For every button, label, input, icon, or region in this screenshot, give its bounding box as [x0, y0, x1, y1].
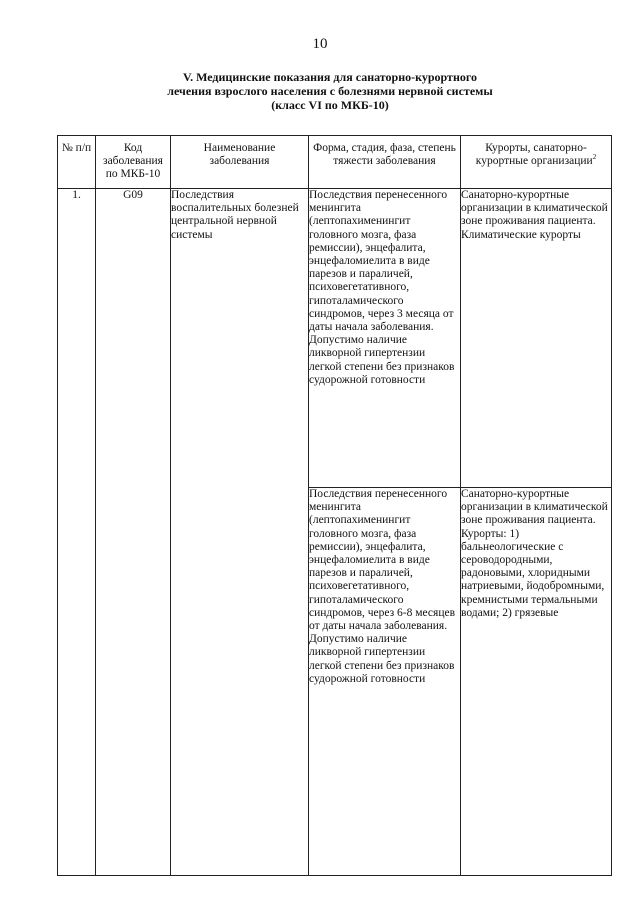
header-code: Код заболевания по МКБ-10 [96, 136, 171, 189]
header-row [58, 136, 612, 189]
resorts-b: Санаторно-курортные организации в климатической зоне проживания пациента. Курорты: 1) бальнеологические с сероводородными, радоновыми, хлоридными натриевыми, йодобромными, кремнистыми термальными водами; 2) грязевые [461, 488, 612, 876]
title-line-2: лечения взрослого населения с болезнями нервной системы [167, 84, 493, 98]
header-form: Форма, стадия, фаза, степень тяжести заболевания [309, 136, 461, 189]
header-resorts-text: Курорты, санаторно-курортные организации [475, 142, 593, 168]
form-stage-b: Последствия перенесенного менингита (лептопахименингит головного мозга, фаза ремиссии), энцефалита, энцефаломиелита в виде парезов и параличей, психовегетативного, гипоталамического синдромов, через 6-8 месяцев от даты начала заболевания. Допустимо наличие ликворной гипертензии легкой степени без признаков судорожной готовности [309, 488, 461, 876]
resorts-a: Санаторно-курортные организации в климатической зоне проживания пациента. Климатические курорты [461, 189, 612, 488]
indications-table [57, 135, 612, 876]
disease-name: Последствия воспалительных болезней центральной нервной системы [171, 189, 309, 876]
header-num: № п/п [58, 136, 96, 189]
icd-code: G09 [96, 189, 171, 876]
title-line-1: V. Медицинские показания для санаторно-курортного [182, 70, 478, 84]
page-number: 10 [312, 36, 328, 52]
title-line-3: (класс VI по МКБ-10) [271, 98, 389, 112]
header-resorts [461, 136, 612, 189]
row-number: 1. [58, 189, 96, 876]
form-stage-a: Последствия перенесенного менингита (лептопахименингит головного мозга, фаза ремиссии), энцефалита, энцефаломиелита в виде парезов и параличей, психовегетативного, гипоталамического синдромов, через 3 месяца от даты начала заболевания. Допустимо наличие ликворной гипертензии легкой степени без признаков судорожной готовности [309, 189, 461, 488]
footnote-marker: 2 [592, 153, 597, 162]
table-row [58, 189, 612, 488]
section-title [120, 70, 540, 112]
header-name: Наименование заболевания [171, 136, 309, 189]
